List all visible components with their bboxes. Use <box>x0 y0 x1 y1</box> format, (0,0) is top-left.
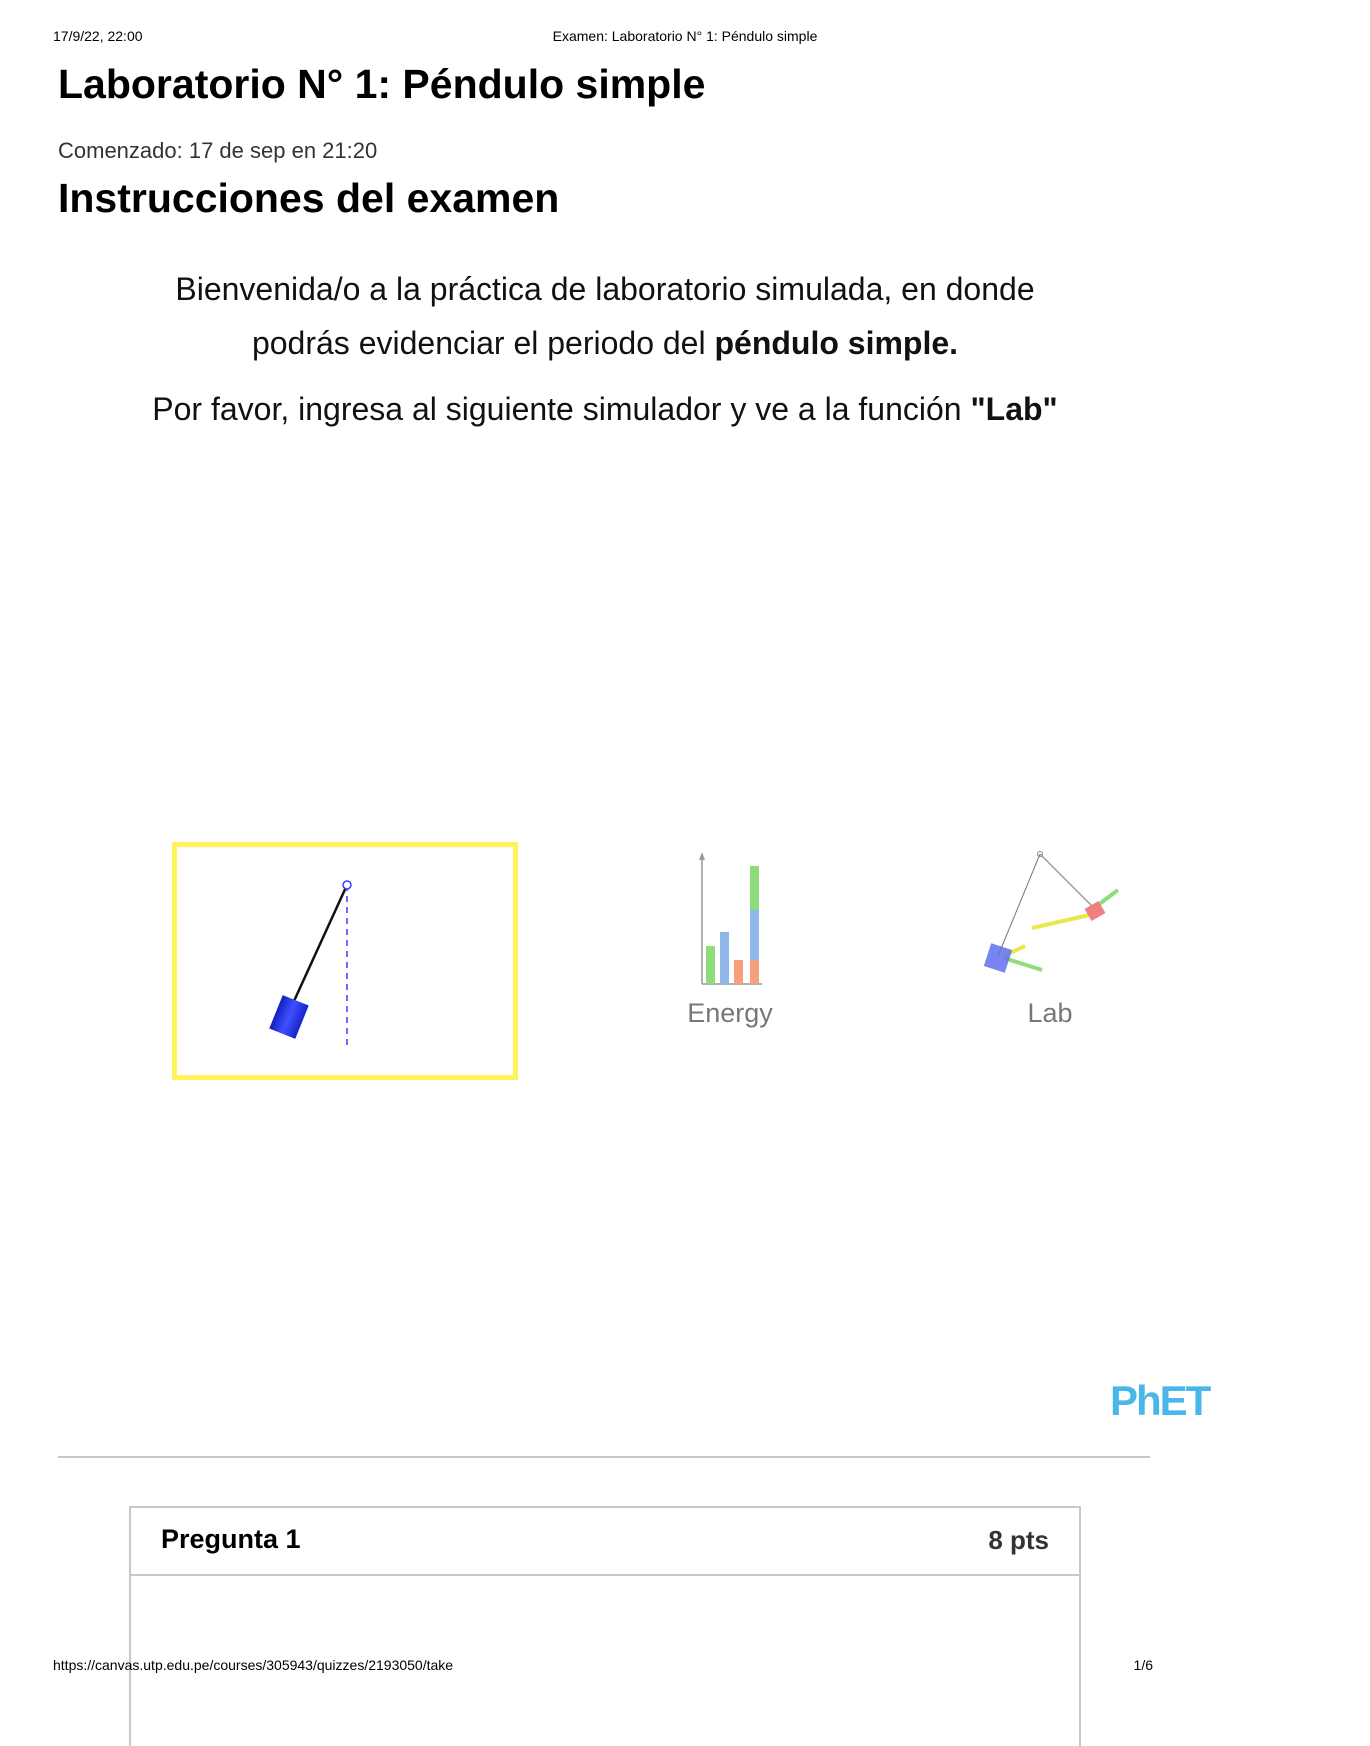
intro-bold-term: péndulo simple <box>714 325 950 361</box>
section-divider <box>58 1456 1150 1458</box>
energy-bars-icon <box>690 850 790 990</box>
lab-pendulums-icon <box>970 846 1130 986</box>
started-timestamp: Comenzado: 17 de sep en 21:20 <box>58 138 378 163</box>
energy-bar-kinetic <box>706 946 715 984</box>
intro-line1: Bienvenida/o a la práctica de laboratorio simulada, en donde <box>175 271 1035 307</box>
lab-mass-1-icon <box>984 943 1012 973</box>
instruction-text: Por favor, ingresa al siguiente simulador y ve a la función <box>152 391 971 427</box>
phet-logo[interactable]: PhET <box>1110 1377 1210 1424</box>
instructions-heading: Instrucciones del examen <box>58 175 560 221</box>
instruction-lab-term: "Lab" <box>970 391 1058 427</box>
screen-energy-label[interactable]: Energy <box>687 998 773 1028</box>
pendulum-string <box>289 885 347 1012</box>
energy-bar-total-thermal <box>750 960 759 984</box>
print-title: Examen: Laboratorio N° 1: Péndulo simple <box>552 28 818 44</box>
screen-energy-thumbnail[interactable] <box>690 850 790 990</box>
question-card <box>129 1506 1081 1746</box>
energy-bar-total-kinetic <box>750 866 759 910</box>
energy-bar-thermal <box>734 960 743 984</box>
question-points: 8 pts <box>988 1525 1049 1555</box>
question-title: Pregunta 1 <box>161 1524 301 1554</box>
energy-axis-arrow <box>699 852 705 860</box>
pivot-icon <box>343 881 351 889</box>
lab-velocity-arrow-2 <box>1032 914 1094 928</box>
screen-lab-label[interactable]: Lab <box>1027 998 1073 1028</box>
lab-string-2 <box>1040 854 1098 912</box>
lab-string-1 <box>998 854 1040 956</box>
question-header <box>131 1508 1079 1576</box>
print-header <box>0 28 1200 48</box>
simulator-instruction <box>60 382 1150 436</box>
intro-paragraph <box>60 262 1150 370</box>
energy-bar-potential <box>720 932 729 984</box>
pendulum-intro-icon <box>177 847 513 1075</box>
intro-line2-post: . <box>949 325 959 361</box>
quiz-title: Laboratorio N° 1: Péndulo simple <box>58 61 706 107</box>
screen-intro-thumbnail[interactable] <box>172 842 518 1080</box>
intro-line2-pre: podrás evidenciar el periodo del <box>251 325 715 361</box>
footer-page-number: 1/6 <box>1133 1657 1153 1673</box>
pendulum-mass-icon <box>269 995 308 1039</box>
footer-url: https://canvas.utp.edu.pe/courses/305943/quizzes/2193050/take <box>53 1657 454 1673</box>
print-date: 17/9/22, 22:00 <box>53 28 143 44</box>
phet-simulator-embed[interactable] <box>0 830 1200 1130</box>
lab-accel-arrow-1 <box>1004 958 1042 970</box>
energy-bar-total-potential <box>750 910 759 960</box>
screen-lab-thumbnail[interactable] <box>970 846 1130 986</box>
